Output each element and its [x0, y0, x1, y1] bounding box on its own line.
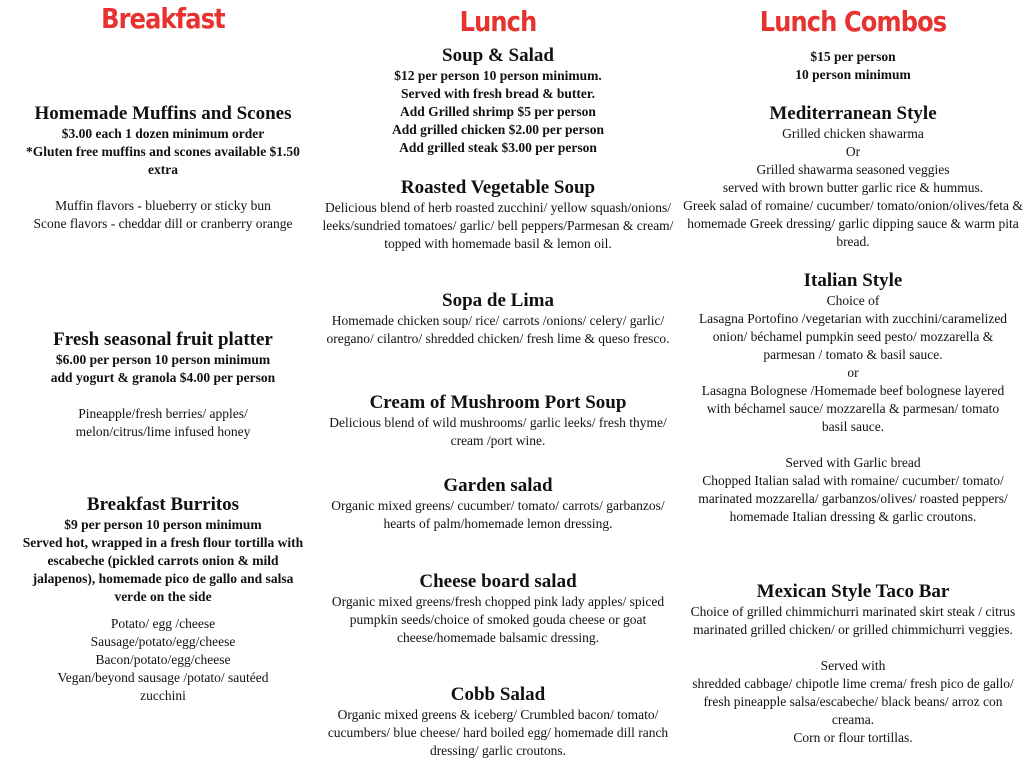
italian-line: Lasagna Bolognese /Homemade beef bolognese layered with béchamel sauce/ mozzarella & parmesan/ tomato basil sauce. — [701, 383, 1005, 434]
burritos-title: Breakfast Burritos — [86, 494, 240, 515]
combos-heading-wrap — [682, 5, 1024, 49]
mediterranean-title: Mediterranean Style — [769, 103, 937, 124]
soup-salad-detail: Served with fresh bread & butter. — [401, 86, 595, 101]
combos-minimum: 10 person minimum — [795, 67, 911, 82]
lunch-item — [318, 392, 678, 450]
burrito-option: Bacon/potato/egg/cheese — [95, 652, 231, 667]
lunch-item-title: Cobb Salad — [450, 684, 546, 705]
soup-salad-detail: Add grilled steak $3.00 per person — [399, 140, 597, 155]
muffins-gluten-free: *Gluten free muffins and scones available $1.50 extra — [26, 144, 300, 177]
scone-flavors: Scone flavors - cheddar dill or cranberry orange — [33, 216, 293, 231]
lunch-item — [318, 684, 678, 760]
lunch-item-description: Organic mixed greens/fresh chopped pink lady apples/ spiced pumpkin seeds/choice of smoked gouda cheese or goat cheese/homemade balsamic dressing. — [331, 594, 665, 645]
lunch-item-description: Organic mixed greens & iceberg/ Crumbled bacon/ tomato/ cucumbers/ blue cheese/ hard boiled egg/ homemade dill ranch dressing/ garlic croutons. — [327, 707, 669, 758]
breakfast-heading-wrap — [18, 2, 308, 46]
italian-line: Lasagna Portofino /vegetarian with zucchini/caramelized onion/ béchamel pumpkin seed pesto/ mozzarella & parmesan / tomato & basil sauce. — [698, 311, 1008, 362]
lunch-item — [318, 177, 678, 253]
italian-line: or — [847, 365, 859, 380]
soup-salad-detail: Add grilled chicken $2.00 per person — [391, 122, 604, 137]
mediterranean-line: served with brown butter garlic rice & hummus. — [722, 180, 984, 195]
combos-heading: Lunch Combos — [759, 5, 947, 38]
mediterranean-section — [682, 103, 1024, 251]
muffins-price: $3.00 each 1 dozen minimum order — [61, 126, 265, 141]
muffin-flavors: Muffin flavors - blueberry or sticky bun — [55, 198, 271, 213]
soup-salad-title: Soup & Salad — [442, 45, 554, 66]
mediterranean-line: Or — [845, 144, 861, 159]
lunch-item-title: Sopa de Lima — [442, 290, 554, 311]
italian-served: Served with Garlic bread — [785, 455, 921, 470]
mexican-title: Mexican Style Taco Bar — [756, 581, 950, 602]
lunch-item — [318, 290, 678, 348]
breakfast-heading: Breakfast — [101, 2, 225, 35]
muffins-title: Homemade Muffins and Scones — [34, 103, 292, 124]
combos-pricing — [682, 48, 1024, 84]
mediterranean-line: Greek salad of romaine/ cucumber/ tomato/onion/olives/feta & homemade Greek dressing/ garlic dipping sauce & warm pita bread. — [683, 198, 1023, 249]
mediterranean-line: Grilled shawarma seasoned veggies — [756, 162, 950, 177]
mexican-served: shredded cabbage/ chipotle lime crema/ fresh pico de gallo/ fresh pineapple salsa/escabeche/ black beans/ arroz con creama. — [692, 676, 1014, 727]
mediterranean-line: Grilled chicken shawarma — [782, 126, 924, 141]
fruit-description: Pineapple/fresh berries/ apples/ melon/citrus/lime infused honey — [75, 406, 251, 439]
lunch-item-description: Delicious blend of wild mushrooms/ garlic leeks/ fresh thyme/ cream /port wine. — [329, 415, 667, 448]
mexican-line: Choice of grilled chimmichurri marinated skirt steak / citrus marinated grilled chicken/ or grilled chimmichurri veggies. — [690, 604, 1016, 637]
fruit-addon: add yogurt & granola $4.00 per person — [50, 370, 276, 385]
soup-salad-detail: $12 per person 10 person minimum. — [394, 68, 602, 83]
lunch-item-title: Cream of Mushroom Port Soup — [369, 392, 627, 413]
italian-title: Italian Style — [803, 270, 903, 291]
italian-served: Chopped Italian salad with romaine/ cucumber/ tomato/ marinated mozzarella/ garbanzos/olives/ roasted peppers/ homemade Italian dressing & garlic croutons. — [698, 473, 1008, 524]
burritos-description: Served hot, wrapped in a fresh flour tortilla with escabeche (pickled carrots onion & mild jalapenos), homemade pico de gallo and salsa verde on the side — [22, 535, 304, 604]
burritos-section — [18, 494, 308, 705]
fruit-section — [18, 329, 308, 441]
burritos-price: $9 per person 10 person minimum — [64, 517, 262, 532]
lunch-item-description: Organic mixed greens/ cucumber/ tomato/ carrots/ garbanzos/ hearts of palm/homemade lemon dressing. — [331, 498, 665, 531]
mexican-served: Served with — [820, 658, 886, 673]
combos-price: $15 per person — [810, 49, 896, 64]
fruit-title: Fresh seasonal fruit platter — [53, 329, 273, 350]
lunch-item-title: Garden salad — [443, 475, 553, 496]
mexican-section — [682, 581, 1024, 747]
mexican-served: Corn or flour tortillas. — [793, 730, 913, 745]
soup-salad-detail: Add Grilled shrimp $5 per person — [400, 104, 596, 119]
lunch-item-description: Delicious blend of herb roasted zucchini/ yellow squash/onions/ leeks/sundried tomatoes/ garlic/ bell peppers/Parmesan & cream/ topped with homemade basil & lemon oil. — [322, 200, 674, 251]
lunch-heading: Lunch — [459, 5, 537, 38]
lunch-item — [318, 571, 678, 647]
lunch-heading-wrap — [318, 5, 678, 49]
lunch-item-description: Homemade chicken soup/ rice/ carrots /onions/ celery/ garlic/ oregano/ cilantro/ shredded chicken/ fresh lime & queso fresco. — [326, 313, 670, 346]
burrito-option: Vegan/beyond sausage /potato/ sautéed zucchini — [57, 670, 269, 703]
burrito-option: Potato/ egg /cheese — [110, 616, 216, 631]
lunch-item — [318, 475, 678, 533]
soup-salad-intro — [318, 45, 678, 157]
muffins-section — [18, 103, 308, 233]
lunch-item-title: Roasted Vegetable Soup — [400, 177, 596, 198]
burrito-option: Sausage/potato/egg/cheese — [90, 634, 236, 649]
lunch-item-title: Cheese board salad — [419, 571, 577, 592]
italian-line: Choice of — [826, 293, 880, 308]
italian-section — [682, 270, 1024, 526]
fruit-price: $6.00 per person 10 person minimum — [55, 352, 271, 367]
